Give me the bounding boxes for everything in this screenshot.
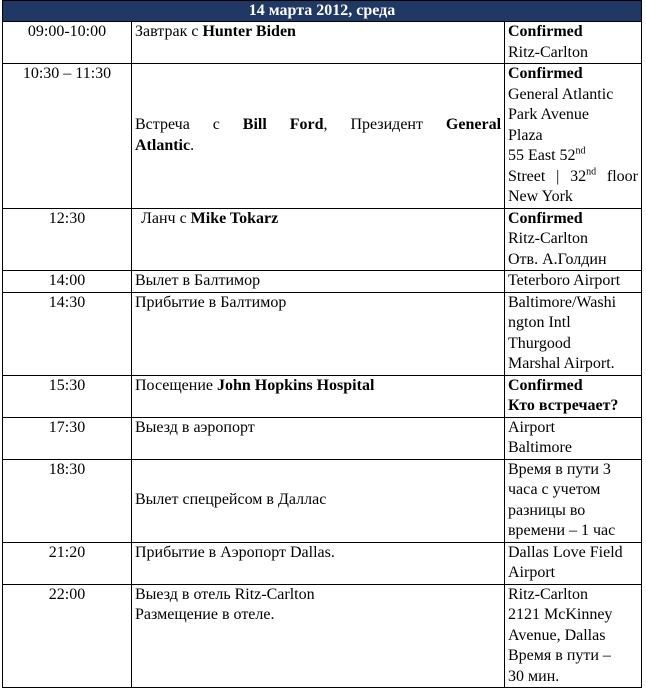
row-event: Прибытие в Аэропорт Dallas. bbox=[132, 542, 505, 584]
date-header-row bbox=[3, 1, 642, 22]
row-event: Посещение John Hopkins Hospital bbox=[132, 375, 505, 417]
schedule-row bbox=[3, 375, 642, 417]
status-confirmed: Confirmed bbox=[508, 376, 583, 394]
row-event: Встреча с Bill Ford, Президент General Atlantic. bbox=[132, 64, 505, 209]
row-event: Выезд в аэропорт bbox=[132, 417, 505, 459]
row-time: 17:30 bbox=[3, 417, 132, 459]
schedule-row bbox=[3, 417, 642, 459]
row-event: Вылет в Балтимор bbox=[132, 271, 505, 293]
row-location: Airport Baltimore bbox=[505, 417, 642, 459]
status-question: Кто встречает? bbox=[508, 397, 619, 414]
row-time: 09:00-10:00 bbox=[3, 22, 132, 64]
schedule-row bbox=[3, 271, 642, 293]
status-confirmed: Confirmed bbox=[508, 65, 583, 82]
row-location: Baltimore/Washi ngton Intl Thurgood Marshal Airport. bbox=[505, 292, 642, 375]
row-location bbox=[505, 375, 642, 417]
row-event: Ланч с Mike Tokarz bbox=[132, 208, 505, 271]
row-time: 14:30 bbox=[3, 292, 132, 375]
row-location: Confirmed Ritz-Carlton Отв. А.Голдин bbox=[505, 208, 642, 271]
schedule-row bbox=[3, 584, 642, 688]
schedule-row bbox=[3, 542, 642, 584]
row-time: 21:20 bbox=[3, 542, 132, 584]
row-location: Время в пути 3 часа с учетом разницы во времени – 1 час bbox=[505, 459, 642, 542]
schedule-row bbox=[3, 22, 642, 64]
row-event: Прибытие в Балтимор bbox=[132, 292, 505, 375]
row-location: Dallas Love Field Airport bbox=[505, 542, 642, 584]
row-location: Confirmed General Atlantic Park Avenue Plaza 55 East 52nd Street | 32nd floor New York bbox=[505, 64, 642, 209]
status-confirmed: Confirmed bbox=[508, 23, 583, 40]
row-location: Teterboro Airport bbox=[505, 271, 642, 293]
schedule-row bbox=[3, 208, 642, 271]
row-event: Завтрак с Hunter Biden bbox=[132, 22, 505, 64]
status-confirmed: Confirmed bbox=[508, 209, 583, 227]
row-time: 18:30 bbox=[3, 459, 132, 542]
row-location: Ritz-Carlton 2121 McKinney Avenue, Dallas Время в пути – 30 мин. bbox=[505, 584, 642, 688]
schedule-row bbox=[3, 459, 642, 542]
row-location: Confirmed Ritz-Carlton bbox=[505, 22, 642, 64]
schedule-row bbox=[3, 64, 642, 209]
row-time: 15:30 bbox=[3, 375, 132, 417]
person-name: Mike Tokarz bbox=[190, 209, 279, 227]
schedule-row bbox=[3, 292, 642, 375]
event-bold-tail: Atlantic bbox=[135, 136, 191, 154]
row-event: Выезд в отель Ritz-Carlton Размещение в отеле. bbox=[132, 584, 505, 688]
row-event: Вылет спецрейсом в Даллас bbox=[132, 459, 505, 542]
row-time: 10:30 – 11:30 bbox=[3, 64, 132, 209]
row-time: 14:00 bbox=[3, 271, 132, 293]
person-name: Hunter Biden bbox=[202, 23, 296, 40]
row-time: 22:00 bbox=[3, 584, 132, 688]
row-time: 12:30 bbox=[3, 208, 132, 271]
date-header: 14 марта 2012, среда bbox=[3, 1, 642, 22]
place-name: John Hopkins Hospital bbox=[217, 376, 375, 394]
schedule-table bbox=[2, 0, 642, 688]
